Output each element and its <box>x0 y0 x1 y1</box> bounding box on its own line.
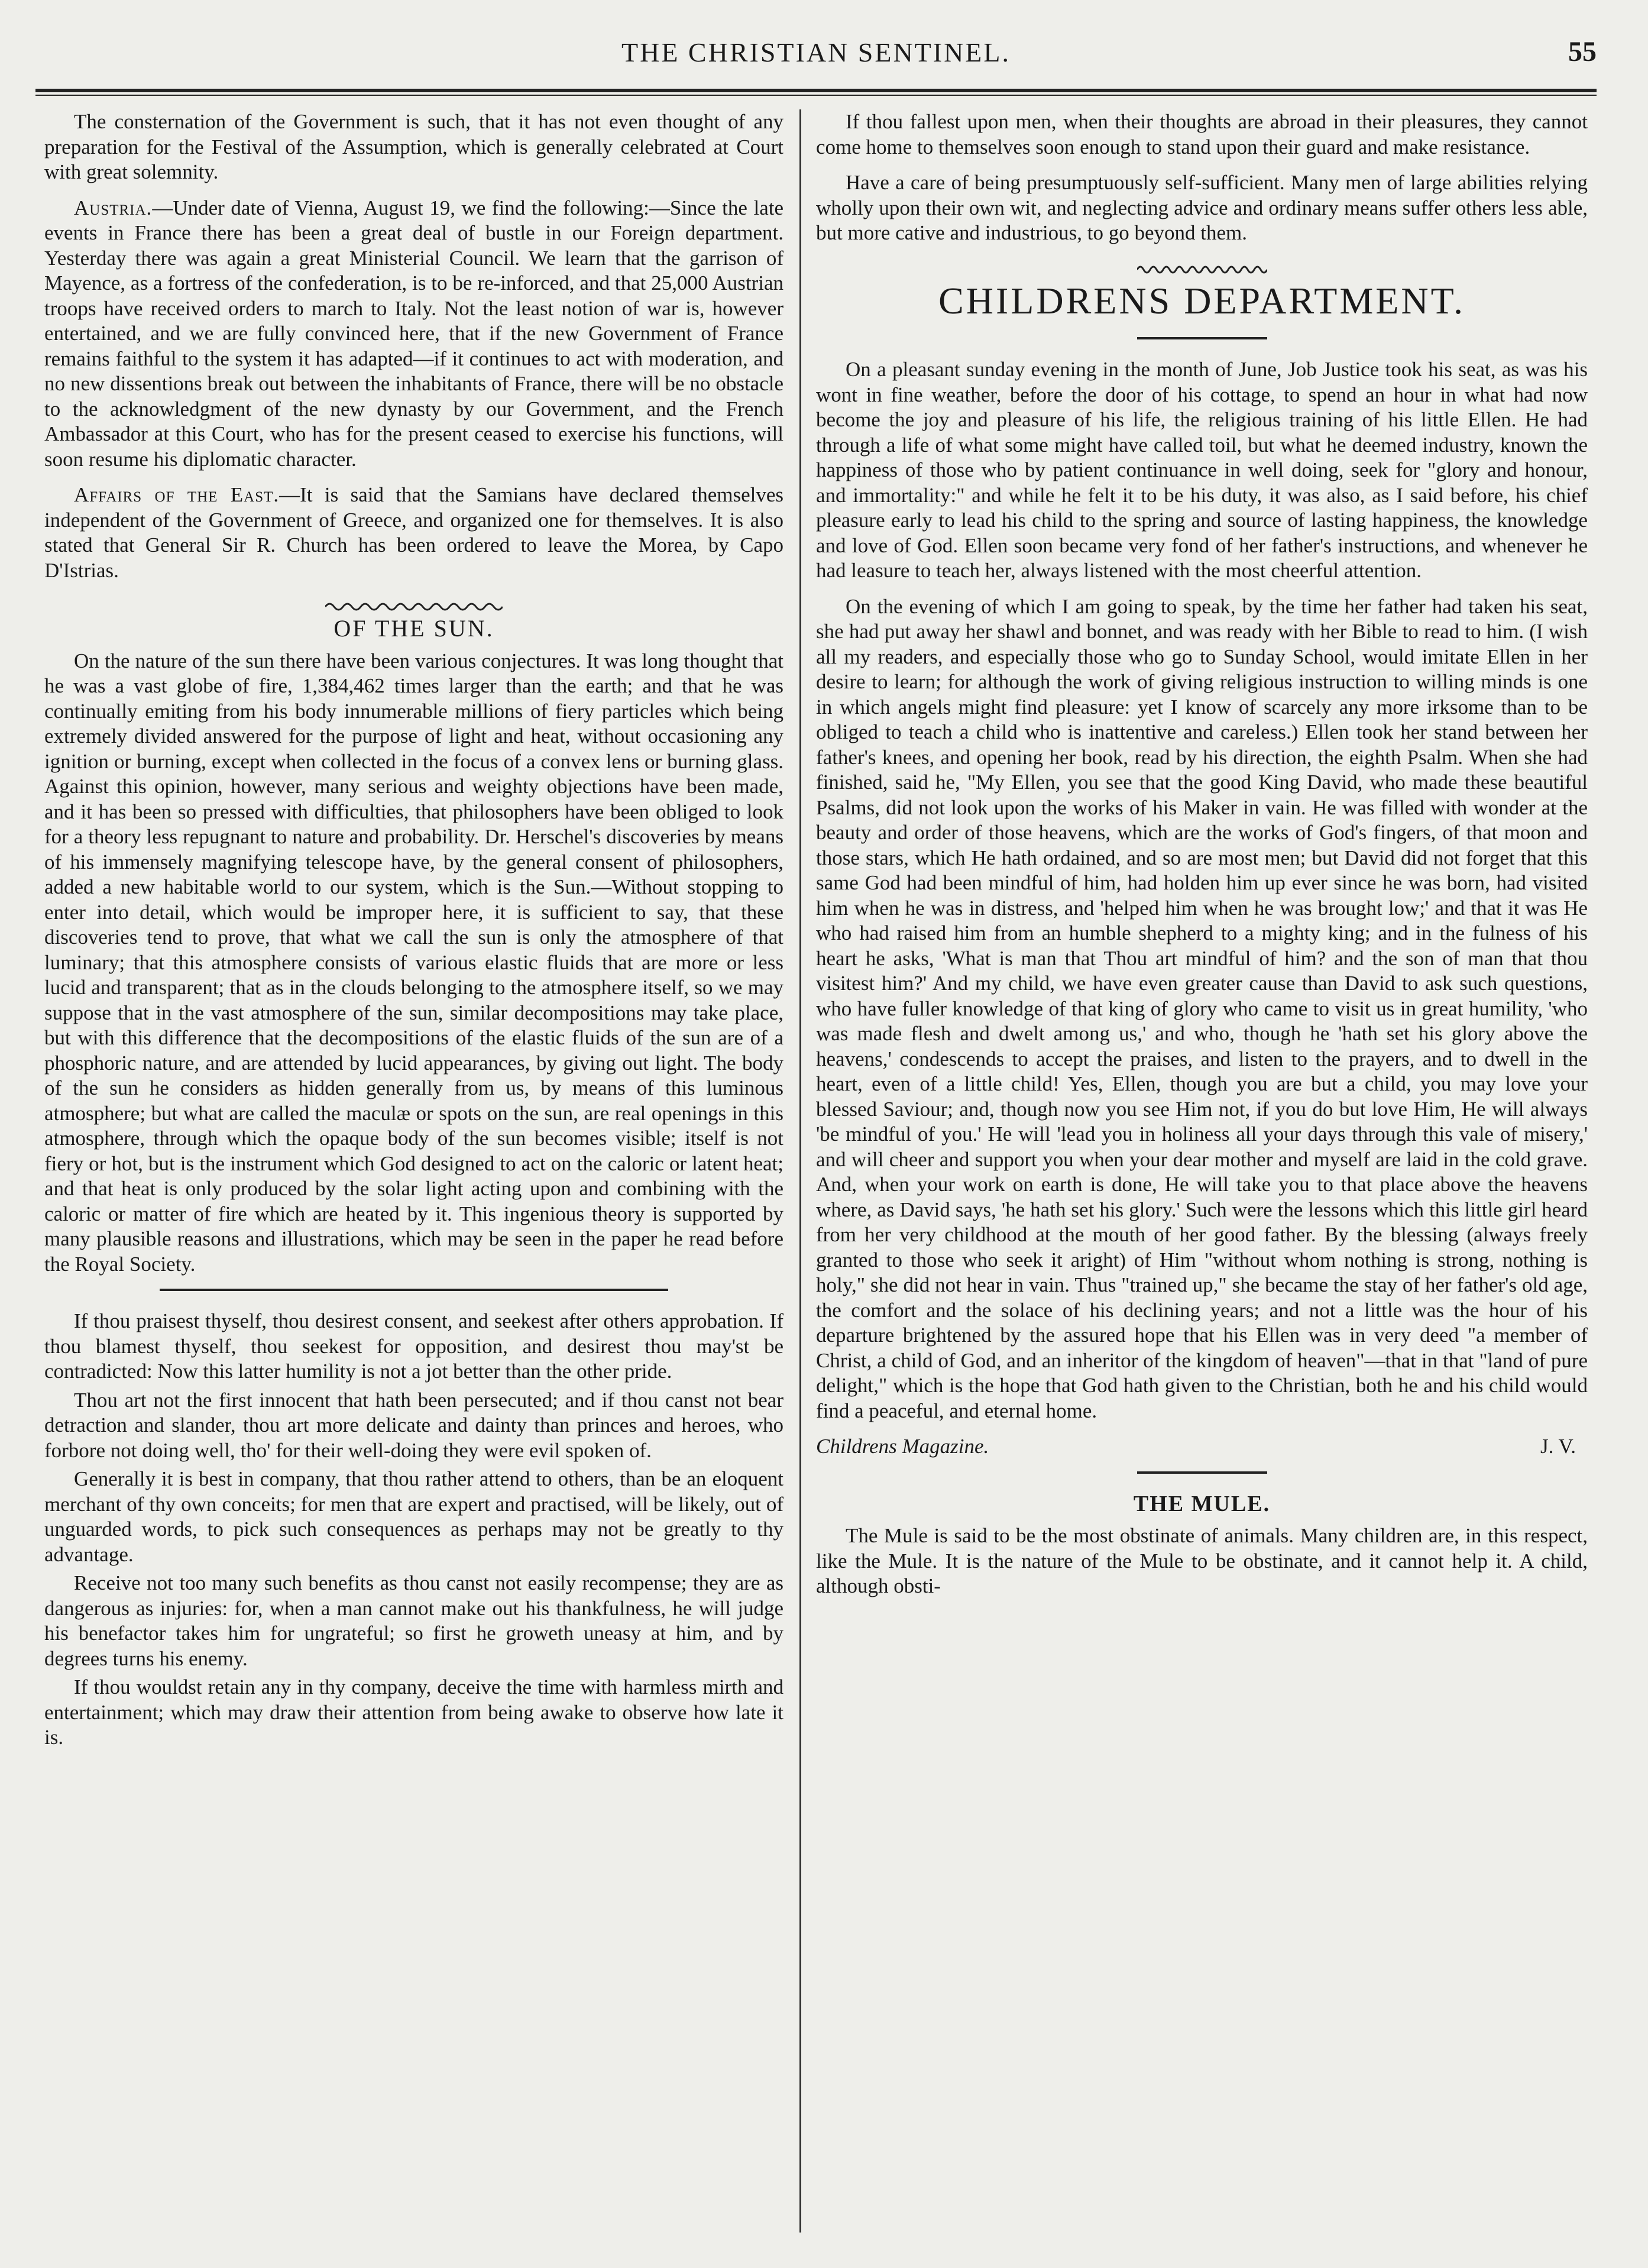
mule-article-title: THE MULE. <box>1133 1491 1271 1516</box>
page-header <box>35 24 1597 89</box>
austria-label: Austria. <box>74 196 153 219</box>
maxim-paragraph: If thou wouldst retain any in thy company, deceive the time with harmless mirth and entertainment; which may draw their attention from being awake to observe how late it is. <box>44 1675 783 1749</box>
austria-paragraph <box>44 196 783 473</box>
attribution-row <box>816 1434 1588 1460</box>
story-paragraph: On the evening of which I am going to speak, by the time her father had taken his seat, she had put away her shawl and bonnet, and was ready with her Bible to read to him. (I wish all my readers, and especially those who go to Sunday School, would imitate Ellen in her desire to learn; for although the work of giving religious instruction to willing minds is one in which angels might find pleasure: yet I know of scarcely any more irksome than to be obliged to teach a child who is inattentive and careless.) Ellen took her stand between her father's knees, and opening her book, read by his direction, the eighth Psalm. When she had finished, said he, "My Ellen, you see that the good King David, who made these beautiful Psalms, did not look upon the works of his Maker in vain. He was filled with wonder at the beauty and order of those heavens, which are the works of God's fingers, of that moon and those stars, which He hath ordained, and so are most men; but David did not forget that this same God had been mindful of him, had holden him up ever since he was born, had visited him when he was in distress, and 'helped him when he was brought low;' and that it was He who had raised him from an humble shepherd to a mighty king; and in the fulness of his heart he asks, 'What is man that Thou art mindful of him? and the son of man that thou visitest him?' And my child, we have even greater cause than David to ask such questions, who have fuller knowledge of that king of glory who came to visit us in great humility, 'who was made flesh and dwelt among us,' and who, though he 'hath set his glory above the heavens,' condescends to accept the praises, and listen to the prayers, and to dwell in the heart, even of a little child! Yes, Ellen, though you are but a child, you may love your blessed Saviour; and, though now you see Him not, if you do but love Him, He will always 'be mindful of you.' He will 'lead you in holiness all your days through this vale of misery,' and will cheer and support you when your dear mother and myself are laid in the cold grave. And, when your work on earth is done, He will take you to that place above the heavens where, as David says, 'he hath set his glory.' Such were the lessons which this little girl heard from her very childhood at the mouth of her good father. By the blessing (always freely granted to those who seek it aright) of Him "without whom nothing is strong, nothing is holy," she did not hear in vain. Thus "trained up," she became the stay of her father's old age, the comfort and the solace of his declining years; and not a little was the hour of his departure brightened by the assured hope that his Ellen was in very deed "a member of Christ, a child of God, and an inheritor of the kingdom of heaven"—that in that "land of pure delight," which is the hope that God hath given to the Christian, both he and his child would find a peaceful, and eternal home. <box>816 594 1588 1422</box>
column-divider <box>799 109 801 2233</box>
maxim-paragraph: If thou fallest upon men, when their thoughts are abroad in their pleasures, they cannot come home to themselves soon enough to stand upon their guard and make resistance. <box>816 110 1588 158</box>
austria-text: —Under date of Vienna, August 19, we find the following:—Since the late events in France there has been a great deal of bustle in our Foreign department. Yesterday there was again a great Ministerial Council. We learn that the garrison of Mayence, as a fortress of the confederation, is to be re-inforced, and that 25,000 Austrian troops have received orders to march to Italy. Not the least notion of war is, however entertained, and we are fully convinced here, that if the new Government of France remains faithful to the system it has adapted—if it continues to act with moderation, and no new dissentions break out between the inhabitants of France, there will be no obstacle to the acknowledgment of the new dynasty by our Government, and the French Ambassador at this Court, who has for the present ceased to exercise his functions, will soon resume his diplomatic character. <box>44 196 783 471</box>
maxim-paragraph: Have a care of being presumptuously self-sufficient. Many men of large abilities relying wholly upon their own wit, and neglecting advice and ordinary means suffer others less able, but more cative and industrious, to go beyond them. <box>816 171 1588 244</box>
page-number: 55 <box>1568 36 1597 67</box>
maxim-paragraph: Thou art not the first innocent that hath been persecuted; and if thou canst not bear detraction and slander, thou art more delicate and dainty than princes and heroes, who forbore not doing well, tho' for their well-doing they were evil spoken of. <box>44 1388 783 1462</box>
ornamental-rule <box>44 594 783 608</box>
right-column <box>816 109 1588 2233</box>
section-rule <box>1137 1471 1267 1474</box>
source-credit: Childrens Magazine. <box>816 1435 989 1458</box>
mule-article-text: The Mule is said to be the most obstinate of animals. Many children are, in this respect, like the Mule. It is the nature of the Mule to be obstinate, and it cannot help it. A child, although obsti- <box>816 1524 1588 1597</box>
header-rule <box>35 89 1597 96</box>
government-paragraph: The consternation of the Government is such, that it has not even thought of any preparation for the Festival of the Assumption, which is generally celebrated at Court with great solemnity. <box>44 110 783 183</box>
maxim-paragraph: Generally it is best in company, that thou rather attend to others, than be an eloquent merchant of thy own conceits; for men that are expert and practised, will be likely, out of unguarded words, to pick such consequences as perhaps may not be greatly to thy advantage. <box>44 1467 783 1566</box>
east-paragraph <box>44 483 783 583</box>
sun-article-title: OF THE SUN. <box>334 615 494 642</box>
sun-article-text: On the nature of the sun there have been various conjectures. It was long thought that he was a vast globe of fire, 1,384,462 times larger than the earth; and that he was continually emiting from his body innumerable millions of fiery particles which being extremely divided answered for the purpose of light and heat, without occasioning any ignition or burning, except when collected in the focus of a convex lens or burning glass. Against this opinion, however, many serious and weighty objections have been made, and it has been so pressed with difficulties, that philosophers have been obliged to look for a theory less repugnant to nature and probability. Dr. Herschel's discoveries by means of his immensely magnifying telescope have, by the general consent of philosophers, added a new habitable world to our system, which is the Sun.—Without stopping to enter into detail, which would be improper here, it is sufficient to say, that these discoveries tend to prove, that what we call the sun is only the atmosphere of that luminary; that this atmosphere consists of various elastic fluids that are more or less lucid and transparent; that as in the clouds belonging to the atmosphere itself, so we may suppose that in the vast atmosphere of the sun, similar decompositions may take place, but with this difference that the decompositions of the elastic fluids of the sun are of a phosphoric nature, and are attended by lucid appearances, by giving out light. The body of the sun he considers as hidden generally from us, by means of this luminous atmosphere; but what are called the maculæ or spots on the sun, are real openings in this atmosphere, through which the opaque body of the sun becomes visible; itself is not fiery or hot, but is the instrument which God designed to act on the caloric or latent heat; and that heat is only produced by the solar light acting upon and combining with the caloric or matter of fire which are heated by it. This ingenious theory is supported by many plausible reasons and illustrations, which may be seen in the paper he read before the Royal Society. <box>44 649 783 1276</box>
ornamental-rule <box>816 257 1588 271</box>
running-title: THE CHRISTIAN SENTINEL. <box>621 37 1011 67</box>
maxim-paragraph: Receive not too many such benefits as thou canst not easily recompense; they are as dangerous as injuries: for, when a man cannot make out his thankfulness, he will judge his benefactor takes him for ungrateful; so first he groweth uneasy at him, and by degrees turns his enemy. <box>44 1571 783 1670</box>
section-rule <box>160 1289 668 1291</box>
author-signature: J. V. <box>1540 1435 1576 1458</box>
maxim-paragraph: If thou praisest thyself, thou desirest consent, and seekest after others approbation. If thou blamest thyself, thou seekest for opposition, and desirest thou may'st be contradicted: Now this latter humility is not a jot better than the other pride. <box>44 1309 783 1383</box>
childrens-department-title: CHILDRENS DEPARTMENT. <box>938 279 1465 322</box>
section-rule <box>1137 337 1267 339</box>
east-label: Affairs of the East. <box>74 483 280 506</box>
left-column <box>44 109 783 2233</box>
east-text: —It is said that the Samians have declared themselves independent of the Government of Greece, and organized one for themselves. It is also stated that General Sir R. Church has been ordered to leave the Morea, by Capo D'Istrias. <box>44 483 783 582</box>
story-paragraph: On a pleasant sunday evening in the month of June, Job Justice took his seat, as was his wont in fine weather, before the door of his cottage, to spend an hour in what had now become the joy and pleasure of his life, the religious training of his little Ellen. He had through a life of what some might have called toil, but what he deemed industry, known the happiness of those who by patient continuance in well doing, seek for "glory and honour, and immortality:" and while he felt it to be his duty, it was also, as I said before, his chief pleasure early to lead his child to the spring and source of lasting happiness, the knowledge and love of God. Ellen soon became very fond of her father's instructions, and whenever he had leasure to teach her, always listened with the most cheerful attention. <box>816 358 1588 582</box>
